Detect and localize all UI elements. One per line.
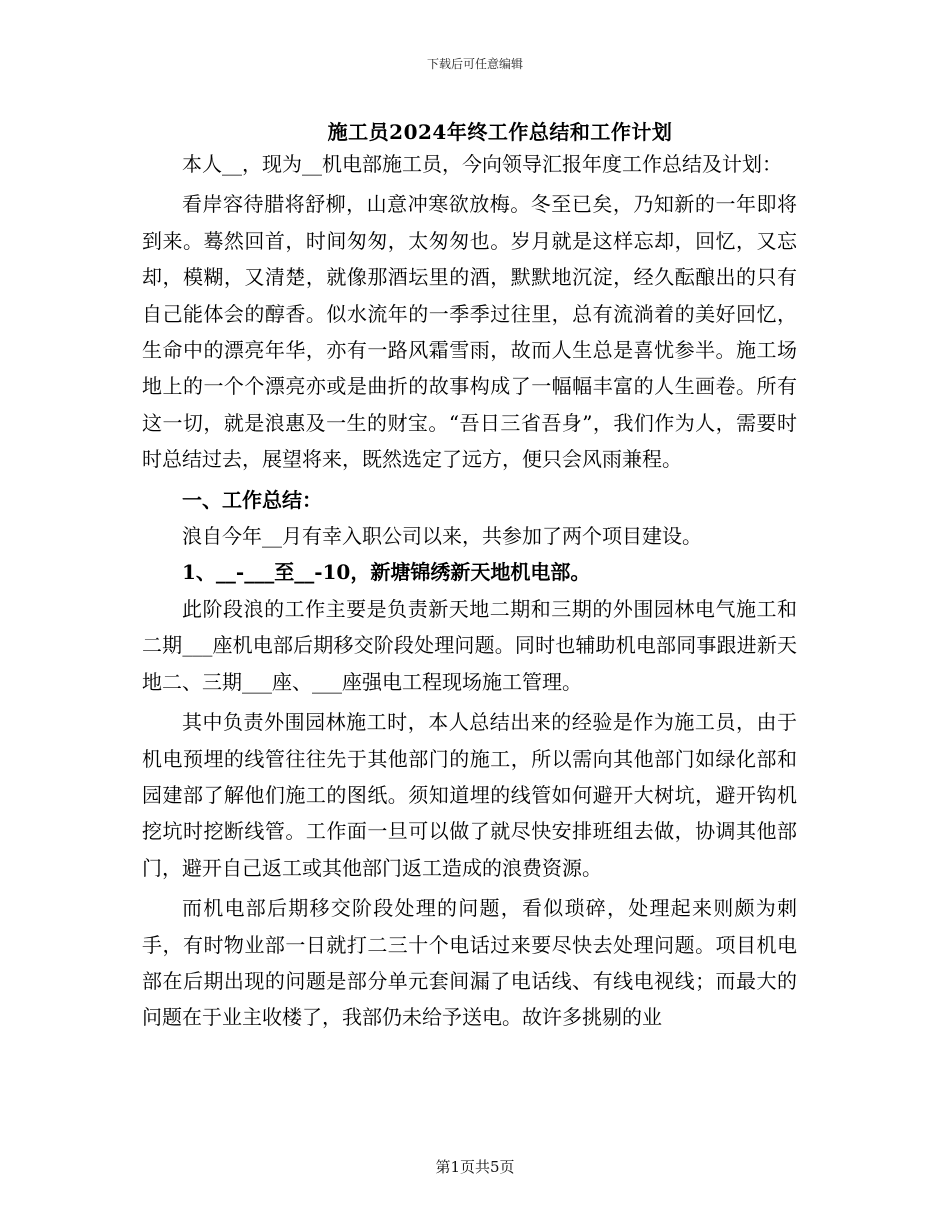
intro-paragraph: 本人__，现为__机电部施工员，今向领导汇报年度工作总结及计划： bbox=[182, 152, 782, 176]
landscape-experience-paragraph: 其中负责外围园林施工时，本人总结出来的经验是作为施工员，由于机电预埋的线管往往先于其他部门的施工，所以需向其他部门如绿化部和园建部了解他们施工的图纸。须知道埋的线管如何避开大树坑，避开钩机挖坑时挖断线管。工作面一旦可以做了就尽快安排班组去做，协调其他部门，避开自己返工或其他部门返工造成的浪费资源。 bbox=[142, 710, 797, 880]
project-1-duties-paragraph: 此阶段浪的工作主要是负责新天地二期和三期的外围园林电气施工和二期___座机电部后期移交阶段处理问题。同时也辅助机电部同事跟进新天地二、三期___座、___座强电工程现场施工管理。 bbox=[142, 596, 797, 694]
handover-issues-paragraph: 而机电部后期移交阶段处理的问题，看似琐碎，处理起来则颇为刺手，有时物业部一日就打二三十个电话过来要尽快去处理问题。项目机电部在后期出现的问题是部分单元套间漏了电话线、有线电视线；而最大的问题在于业主收楼了，我部仍未给予送电。故许多挑剔的业 bbox=[142, 896, 797, 1030]
reflection-paragraph: 看岸容待腊将舒柳，山意冲寒欲放梅。冬至已矣，乃知新的一年即将到来。蓦然回首，时间匆匆，太匆匆也。岁月就是这样忘却，回忆，又忘却，模糊，又清楚，就像那酒坛里的酒，默默地沉淀，经久酝酿出的只有自己能体会的醇香。似水流年的一季季过往里，总有流淌着的美好回忆，生命中的漂亮年华，亦有一路风霜雪雨，故而人生总是喜忧参半。施工场地上的一个个漂亮亦或是曲折的故事构成了一幅幅丰富的人生画卷。所有这一切，就是浪惠及一生的财宝。“吾日三省吾身”，我们作为人，需要时时总结过去，展望将来，既然选定了远方，便只会风雨兼程。 bbox=[142, 192, 797, 472]
document-title: 施工员2024年终工作总结和工作计划 bbox=[327, 120, 673, 144]
project-heading-1: 1、__-___至__-10，新塘锦绣新天地机电部。 bbox=[182, 560, 591, 585]
document-body bbox=[142, 146, 797, 1036]
page-number-footer: 第1页共5页 bbox=[435, 1158, 515, 1176]
header-note: 下载后可任意编辑 bbox=[426, 57, 523, 71]
section-heading-work-summary: 一、工作总结： bbox=[182, 487, 322, 512]
summary-intro-paragraph: 浪自今年__月有幸入职公司以来，共参加了两个项目建设。 bbox=[182, 524, 702, 549]
